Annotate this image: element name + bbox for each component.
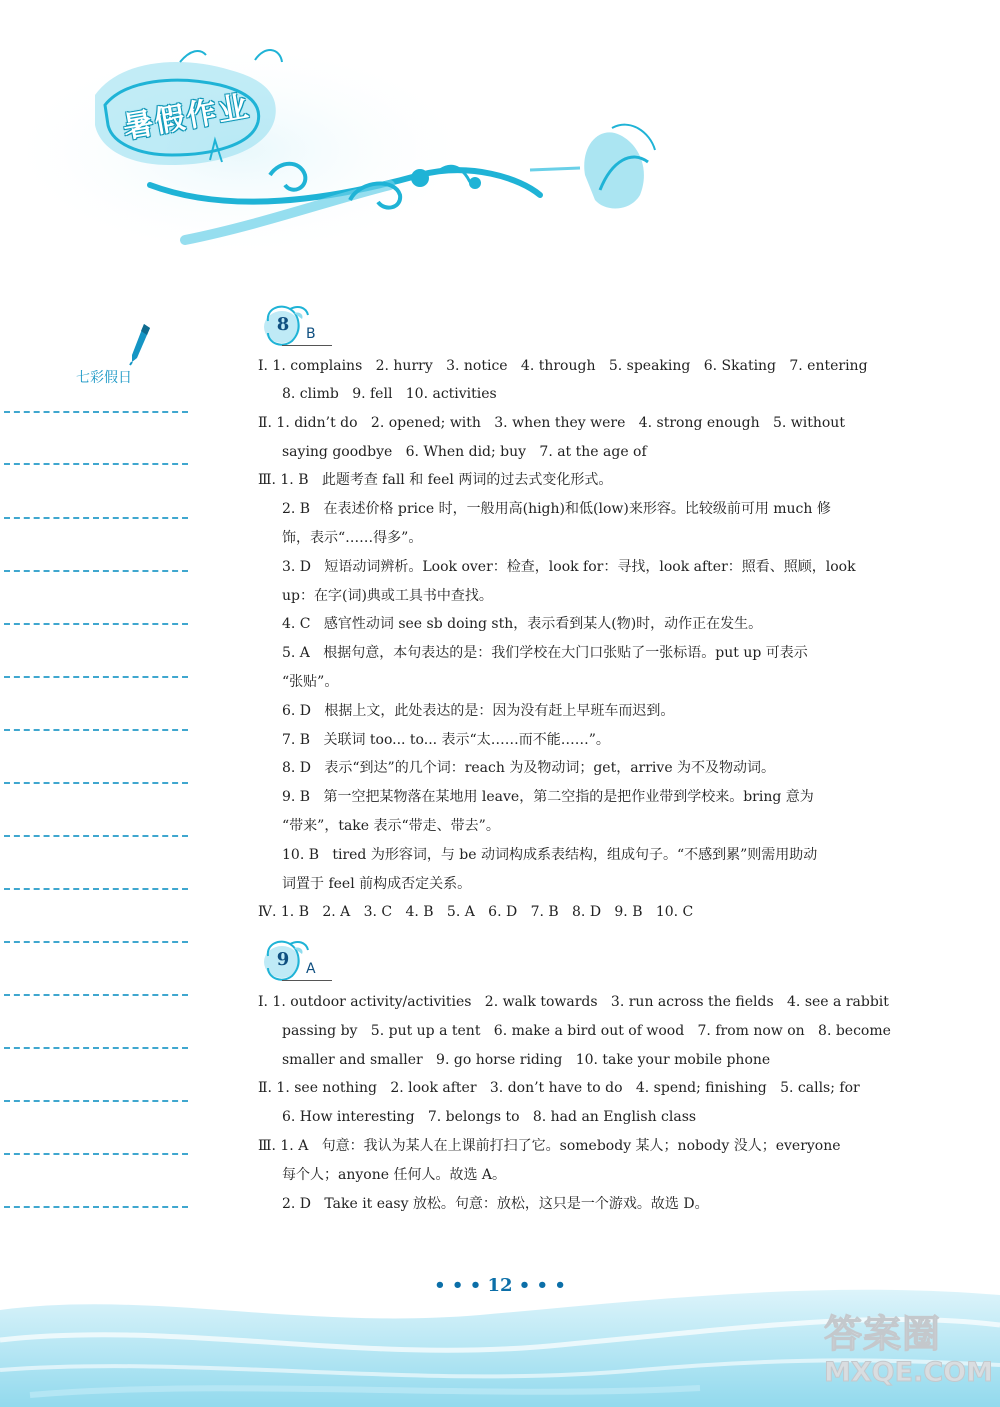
pen-icon: [128, 322, 152, 366]
answer-line: “张贴”。: [282, 674, 339, 690]
note-rule: [4, 994, 188, 996]
note-rule: [4, 1047, 188, 1049]
answer-line: Ⅰ. 1. complains 2. hurry 3. notice 4. through 5. speaking 6. Skating 7. entering: [258, 358, 868, 374]
answer-line: 6. How interesting 7. belongs to 8. had an English class: [282, 1109, 697, 1125]
note-rule: [4, 729, 188, 731]
answer-line: Ⅰ. 1. outdoor activity/activities 2. walk towards 3. run across the fields 4. see a rabbit: [258, 994, 889, 1010]
section-number: 8: [276, 314, 290, 335]
watermark-logo-text: 答案圈: [824, 1312, 942, 1356]
answer-line: 10. B tired 为形容词，与 be 动词构成系表结构，组成句子。“不感到累”则需用助动: [282, 847, 818, 863]
answer-line: 4. C 感官性动词 see sb doing sth，表示看到某人(物)时，动作正在发生。: [282, 616, 763, 632]
answer-line: 8. D 表示“到达”的几个词：reach 为及物动词；get，arrive 为不及物动词。: [282, 760, 776, 776]
site-watermark: [824, 1312, 994, 1402]
note-rule: [4, 888, 188, 890]
answer-line: 6. D 根据上文，此处表达的是：因为没有赶上早班车而迟到。: [282, 703, 675, 719]
answer-line: 7. B 关联词 too... to... 表示“太……而不能……”。: [282, 732, 610, 748]
note-rule: [4, 623, 188, 625]
note-rule: [4, 517, 188, 519]
answer-line: “带来”，take 表示“带走、带去”。: [282, 818, 500, 834]
answer-line: Ⅳ. 1. B 2. A 3. C 4. B 5. A 6. D 7. B 8. D 9. B 10. C: [258, 904, 694, 920]
answer-line: 5. A 根据句意，本句表达的是：我们学校在大门口张贴了一张标语。put up 可表示: [282, 645, 808, 661]
answer-line: Ⅱ. 1. see nothing 2. look after 3. don’t have to do 4. spend; finishing 5. calls; for: [258, 1080, 860, 1096]
answer-line: 8. climb 9. fell 10. activities: [282, 386, 497, 402]
note-rule: [4, 941, 188, 943]
answer-line: 2. D Take it easy 放松。句意：放松，这只是一个游戏。故选 D。: [282, 1196, 709, 1212]
answer-line: Ⅱ. 1. didn’t do 2. opened; with 3. when they were 4. strong enough 5. without: [258, 415, 845, 431]
answer-line: up：在字(词)典或工具书中查找。: [282, 588, 493, 604]
answer-line: 2. B 在表述价格 price 时，一般用高(high)和低(low)来形容。比较级前可用 much 修: [282, 501, 831, 517]
answer-line: 饰，表示“……得多”。: [282, 530, 423, 546]
section-badge-8: [260, 303, 340, 351]
badge-underline: [282, 345, 332, 346]
answer-line: saying goodbye 6. When did; buy 7. at the age of: [282, 444, 647, 460]
answer-line: passing by 5. put up a tent 6. make a bird out of wood 7. from now on 8. become: [282, 1023, 891, 1039]
answer-line: 词置于 feel 前构成否定关系。: [282, 876, 472, 892]
page-number: • • • 12 • • •: [434, 1275, 566, 1296]
note-rule: [4, 1206, 188, 1208]
header-title: 暑假作业: [120, 89, 253, 146]
section-number: 9: [276, 949, 290, 970]
note-rule: [4, 1153, 188, 1155]
answer-line: Ⅲ. 1. B 此题考查 fall 和 feel 两词的过去式变化形式。: [258, 472, 613, 488]
sidebar-label: 七彩假日: [76, 370, 132, 386]
note-rule: [4, 676, 188, 678]
section-letter: B: [306, 326, 316, 342]
watermark-url-text: MXQE.COM: [824, 1357, 993, 1388]
answer-line: smaller and smaller 9. go horse riding 10. take your mobile phone: [282, 1052, 771, 1068]
section-badge-9: [260, 938, 340, 986]
note-rule: [4, 835, 188, 837]
note-rule: [4, 463, 188, 465]
note-rule: [4, 570, 188, 572]
note-rule: [4, 1100, 188, 1102]
answer-line: 9. B 第一空把某物落在某地用 leave，第二空指的是把作业带到学校来。bring 意为: [282, 789, 814, 805]
answer-line: 每个人；anyone 任何人。故选 A。: [282, 1167, 507, 1183]
badge-underline: [282, 980, 332, 981]
answer-line: 3. D 短语动词辨析。Look over：检查，look for：寻找，look after：照看、照顾，look: [282, 559, 856, 575]
section-letter: A: [306, 961, 316, 977]
note-rule: [4, 782, 188, 784]
answer-line: Ⅲ. 1. A 句意：我认为某人在上课前打扫了它。somebody 某人；nobody 没人；everyone: [258, 1138, 841, 1154]
note-rule: [4, 411, 188, 413]
